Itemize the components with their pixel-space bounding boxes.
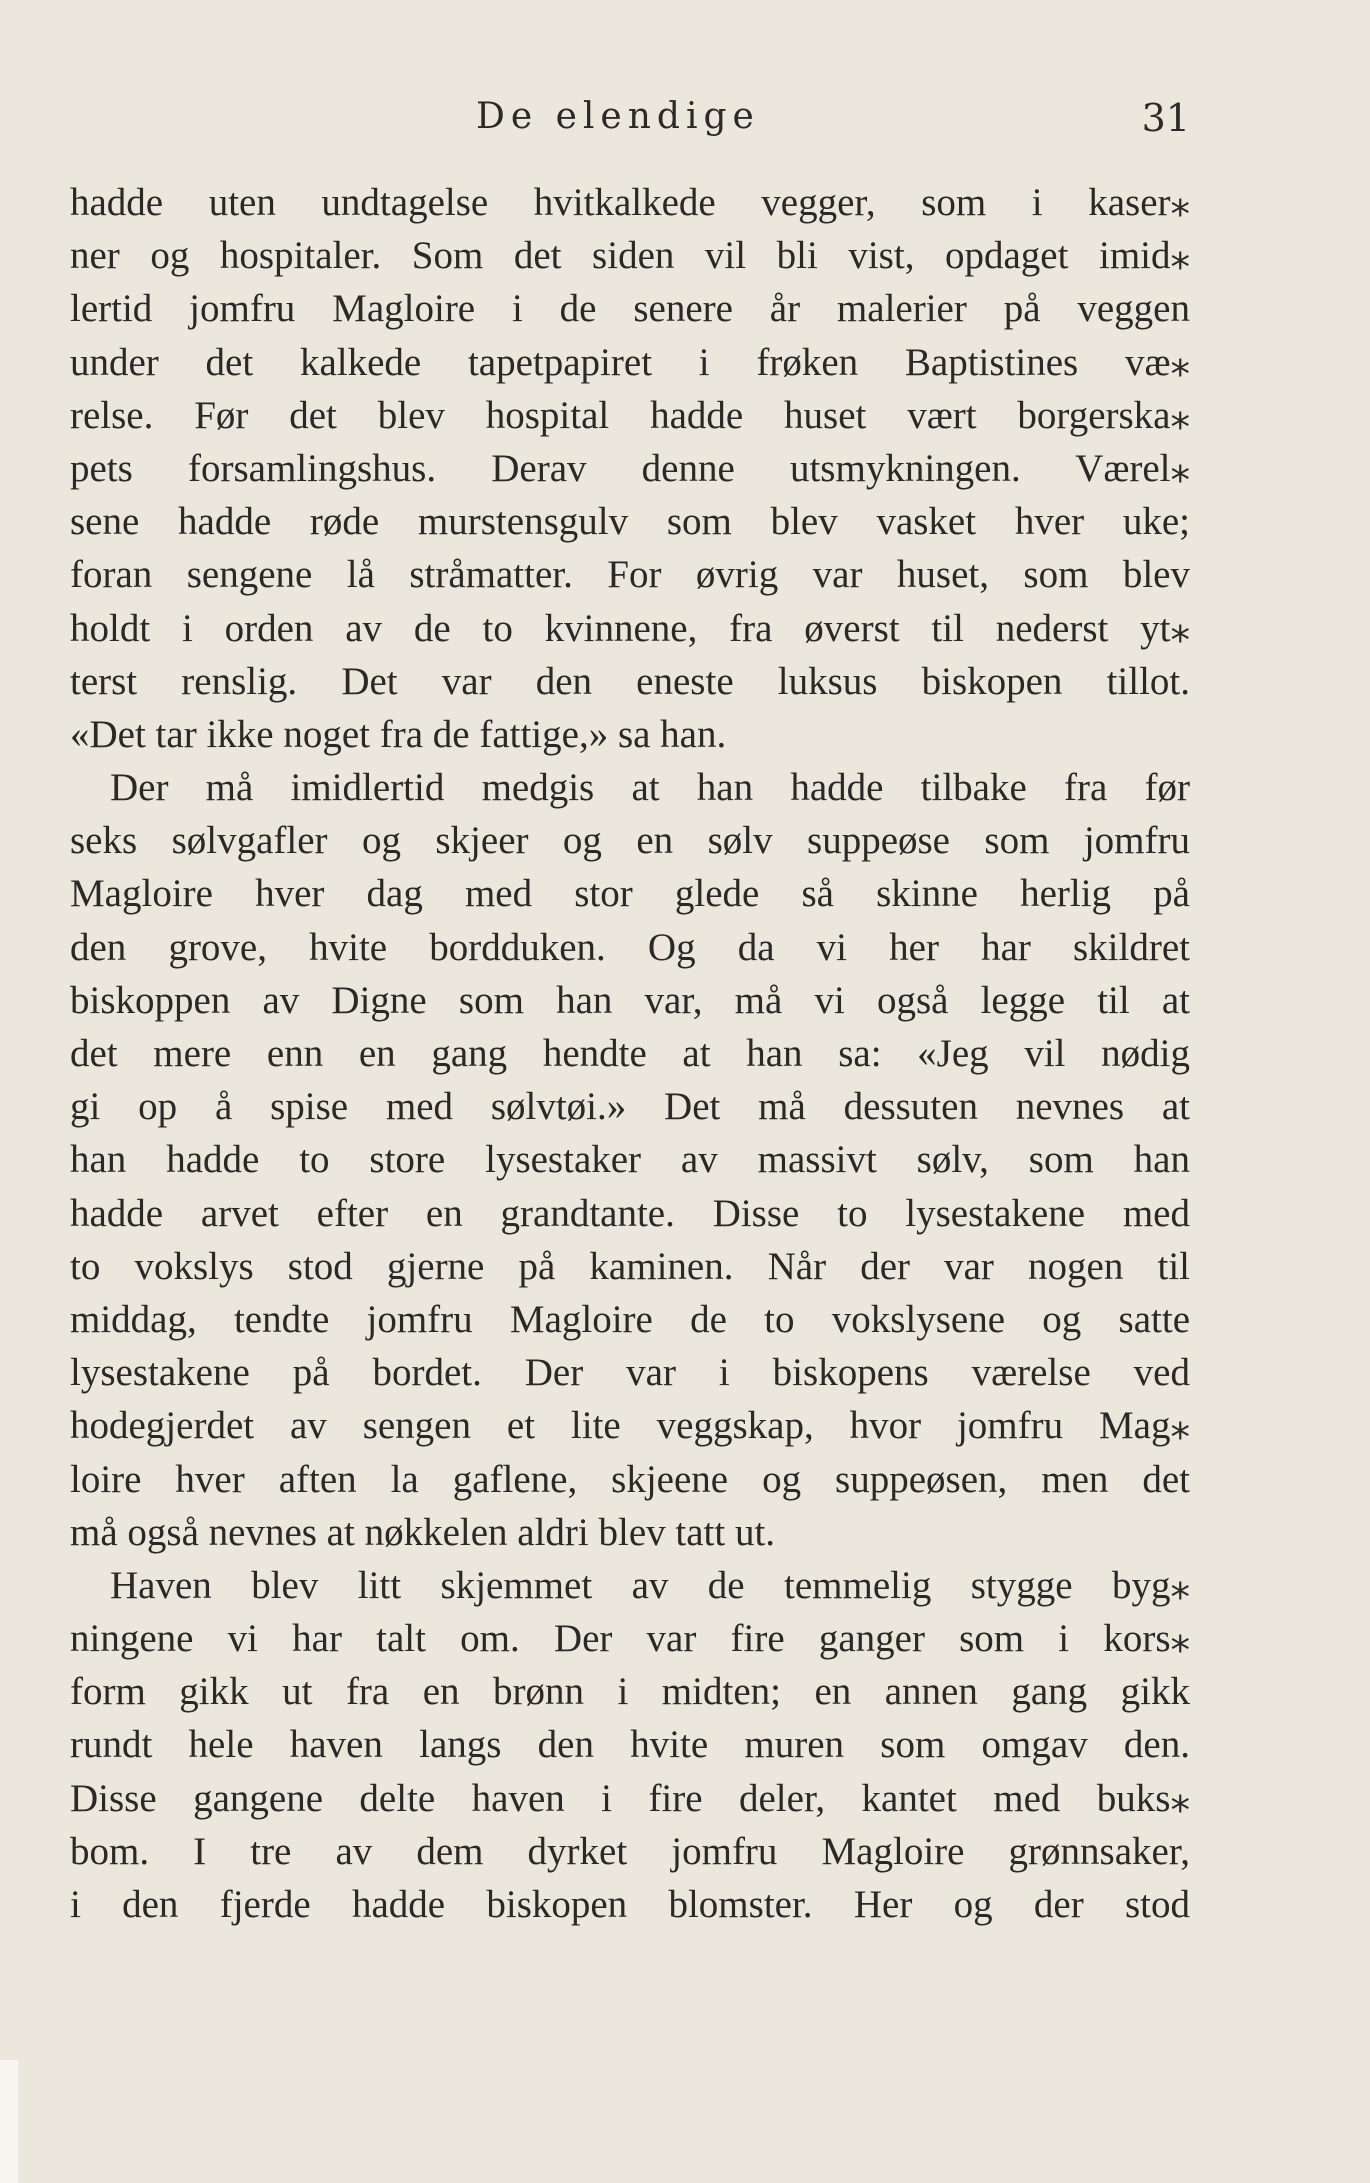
text-line: ningene vi har talt om. Der var fire ganger som i kors⁎ xyxy=(70,1617,1190,1661)
text-line: rundt hele haven langs den hvite muren som omgav den. xyxy=(70,1723,1190,1767)
text-line: i den fjerde hadde biskopen blomster. Her og der stod xyxy=(70,1883,1190,1926)
text-line: middag, tendte jomfru Magloire de to vokslysene og satte xyxy=(70,1297,1190,1341)
page-edge xyxy=(0,2060,18,2183)
text-line: pets forsamlingshus. Derav denne utsmykningen. Værel⁎ xyxy=(70,446,1190,490)
text-line: foran sengene lå stråmatter. For øvrig var huset, som blev xyxy=(70,553,1190,597)
text-line: Der må imidlertid medgis at han hadde tilbake fra før xyxy=(110,766,1190,810)
running-title: De elendige xyxy=(476,96,760,137)
text-line: hadde arvet efter en grandtante. Disse to lysestakene med xyxy=(70,1191,1190,1235)
text-line: Haven blev litt skjemmet av de temmelig stygge byg⁎ xyxy=(110,1563,1190,1607)
text-line: seks sølvgafler og skjeer og en sølv suppeøse som jomfru xyxy=(70,819,1190,863)
body-text xyxy=(70,176,1190,1931)
text-line: bom. I tre av dem dyrket jomfru Magloire grønnsaker, xyxy=(70,1829,1190,1873)
text-line: Magloire hver dag med stor glede så skinne herlig på xyxy=(70,872,1190,916)
text-line: det mere enn en gang hendte at han sa: «Jeg vil nødig xyxy=(70,1032,1190,1075)
text-line: Disse gangene delte haven i fire deler, kantet med buks⁎ xyxy=(70,1776,1190,1820)
text-line: gi op å spise med sølvtøi.» Det må dessuten nevnes at xyxy=(70,1085,1190,1129)
text-line: «Det tar ikke noget fra de fattige,» sa han. xyxy=(70,712,727,756)
text-line: holdt i orden av de to kvinnene, fra øverst til nederst yt⁎ xyxy=(70,606,1190,650)
text-line: loire hver aften la gaflene, skjeene og suppeøsen, men det xyxy=(70,1457,1190,1501)
text-line: to vokslys stod gjerne på kaminen. Når der var nogen til xyxy=(70,1244,1190,1288)
text-line: den grove, hvite bordduken. Og da vi her har skildret xyxy=(70,925,1190,969)
text-line: sene hadde røde murstensgulv som blev vasket hver uke; xyxy=(70,500,1190,544)
text-line: må også nevnes at nøkkelen aldri blev tatt ut. xyxy=(70,1510,776,1554)
text-line: biskoppen av Digne som han var, må vi også legge til at xyxy=(70,978,1190,1022)
text-line: terst renslig. Det var den eneste luksus biskopen tillot. xyxy=(70,659,1190,703)
text-line: han hadde to store lysestaker av massivt sølv, som han xyxy=(70,1138,1190,1182)
text-line: relse. Før det blev hospital hadde huset vært borgerska⁎ xyxy=(70,393,1190,437)
page-number: 31 xyxy=(1141,96,1190,140)
text-line: lertid jomfru Magloire i de senere år malerier på veggen xyxy=(70,287,1190,331)
text-line: lysestakene på bordet. Der var i biskopens værelse ved xyxy=(70,1351,1190,1395)
text-line: hadde uten undtagelse hvitkalkede vegger, som i kaser⁎ xyxy=(70,181,1190,224)
page-header xyxy=(70,96,1190,146)
text-line: form gikk ut fra en brønn i midten; en annen gang gikk xyxy=(70,1670,1190,1714)
text-line: under det kalkede tapetpapiret i frøken Baptistines væ⁎ xyxy=(70,340,1190,384)
text-line: ner og hospitaler. Som det siden vil bli vist, opdaget imid⁎ xyxy=(70,234,1190,278)
text-line: hodegjerdet av sengen et lite veggskap, hvor jomfru Mag⁎ xyxy=(70,1404,1190,1448)
